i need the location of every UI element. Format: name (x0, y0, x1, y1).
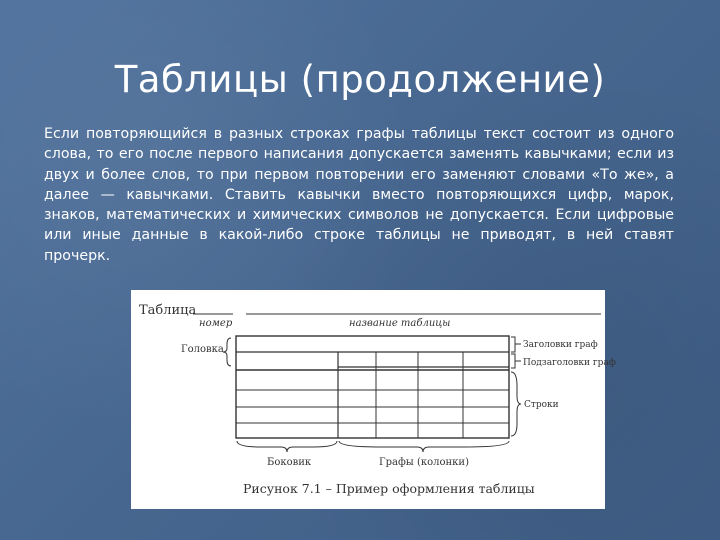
table-name-label: название таблицы (349, 318, 451, 329)
stub-brace (237, 441, 337, 452)
sub-headers-label: Подзаголовки граф (523, 358, 616, 368)
figure-caption: Рисунок 7.1 – Пример оформления таблицы (243, 481, 535, 496)
col-headers-label: Заголовки граф (523, 340, 598, 350)
col-headers-bracket (511, 337, 515, 352)
number-label: номер (199, 318, 233, 329)
rows-label: Строки (524, 400, 559, 410)
rows-brace (511, 372, 521, 436)
table-label: Таблица (139, 303, 197, 318)
head-brace (223, 338, 231, 366)
slide-title: Таблицы (продолжение) (114, 58, 606, 101)
slide-paragraph: Если повторяющийся в разных строках графы таблицы текст состоит из одного слова, то его после первого написания допускается заменять кавычками; если из двух и более слов, то при первом повторении его заменяют словами «То же», а далее — кавычками. Ставить кавычки вместо повторяющихся цифр, марок, знаков, математических и химических символов не допускается. Если цифровые или иные данные в какой-либо строке таблицы не приводят, в ней ставят прочерк. (44, 126, 674, 264)
table-diagram (131, 290, 616, 509)
stub-label: Боковик (267, 457, 312, 468)
columns-brace (339, 441, 509, 452)
table-example-figure (131, 290, 616, 509)
sub-headers-bracket (511, 354, 515, 368)
head-label: Головка (181, 344, 224, 355)
columns-label: Графы (колонки) (379, 457, 469, 468)
